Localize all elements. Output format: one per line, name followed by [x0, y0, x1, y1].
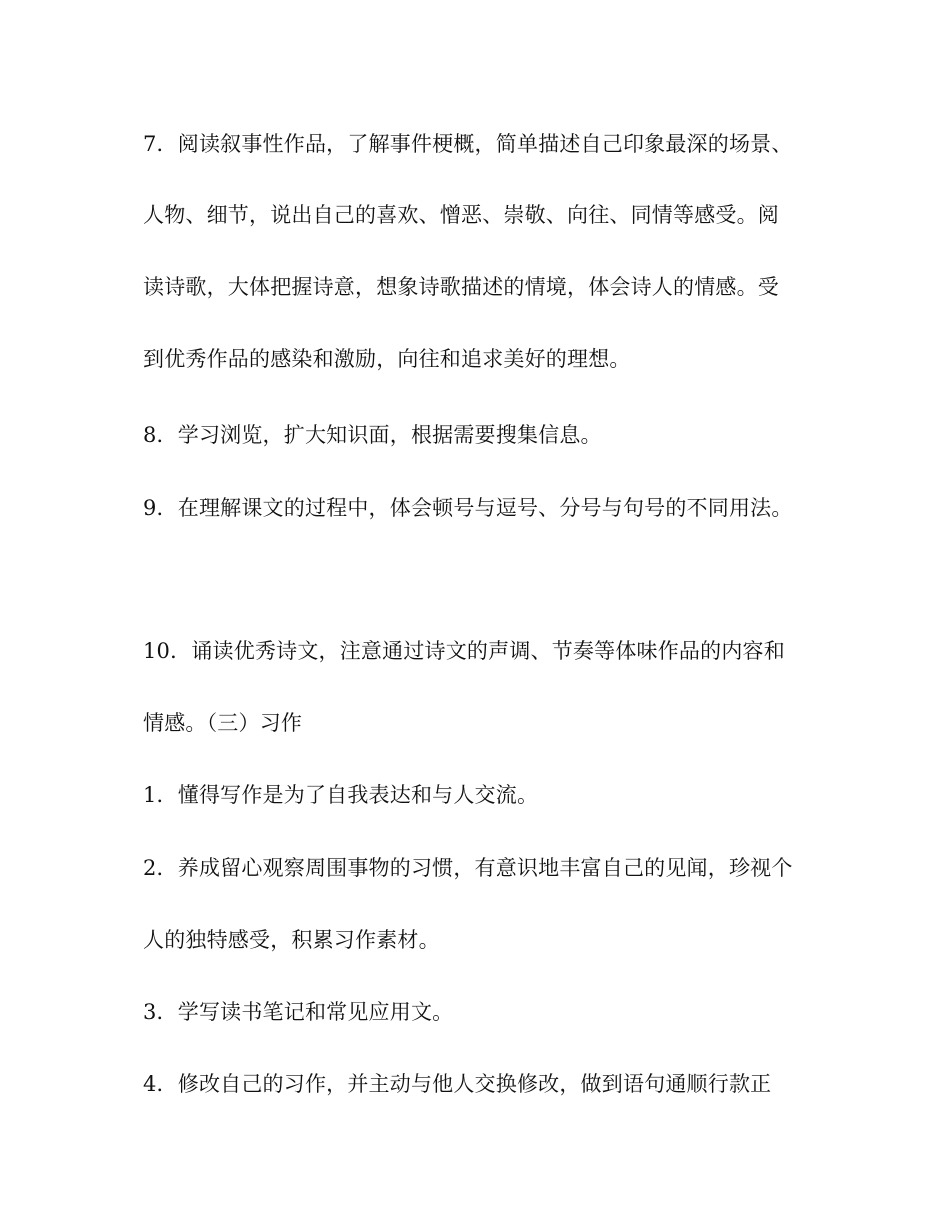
text-line-writing-item-2-start: 2．养成留心观察周围事物的习惯，有意识地丰富自己的见闻，珍视个 — [143, 856, 793, 880]
text-line-writing-item-1: 1．懂得写作是为了自我表达和与人交流。 — [143, 783, 539, 807]
text-line-item-8: 8．学习浏览，扩大知识面，根据需要搜集信息。 — [143, 423, 602, 447]
text-line-writing-item-2-end: 人的独特感受，积累习作素材。 — [143, 928, 440, 952]
text-line-item-10-start: 10．诵读优秀诗文，注意通过诗文的声调、节奏等体味作品的内容和 — [143, 639, 785, 663]
text-line-item-9: 9．在理解课文的过程中，体会顿号与逗号、分号与句号的不同用法。 — [143, 496, 793, 520]
text-line-writing-item-4: 4．修改自己的习作，并主动与他人交换修改，做到语句通顺行款正 — [143, 1072, 772, 1096]
text-line-item-7-end: 到优秀作品的感染和激励，向往和追求美好的理想。 — [143, 347, 631, 371]
text-line-writing-item-3: 3．学写读书笔记和常见应用文。 — [143, 1000, 454, 1024]
text-line-item-7-cont-1: 人物、细节，说出自己的喜欢、憎恶、崇敬、向往、同情等感受。阅 — [143, 203, 779, 227]
text-line-item-10-end-section-heading: 情感。（三）习作 — [143, 711, 303, 735]
text-line-item-7-start: 7．阅读叙事性作品，了解事件梗概，简单描述自己印象最深的场景、 — [143, 132, 793, 156]
text-line-item-7-cont-2: 读诗歌，大体把握诗意，想象诗歌描述的情境，体会诗人的情感。受 — [143, 275, 779, 299]
